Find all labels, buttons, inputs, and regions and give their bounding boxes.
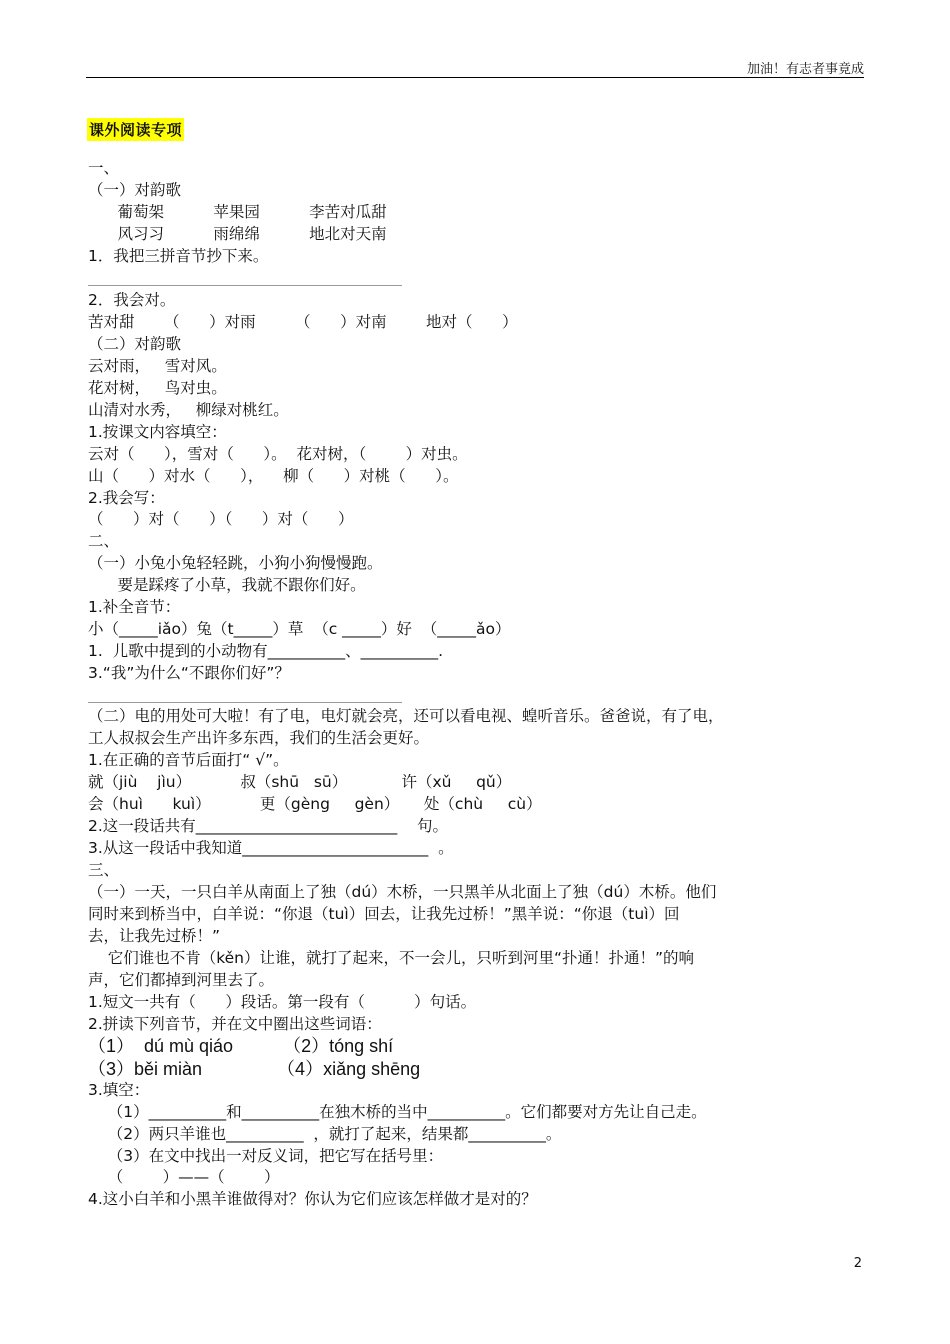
question: 3.从这一段话中我知道________________________ 。 <box>88 839 454 857</box>
text-line: 苦对甜 （ ）对雨 （ ）对南 地对（ ） <box>88 313 518 331</box>
text-line: 去，让我先过桥！” <box>88 927 221 945</box>
question: 1.按课文内容填空： <box>88 423 227 441</box>
header-motto: 加油！有志者事竟成 <box>746 62 864 77</box>
text-line: （3）在文中找出一对反义词，把它写在括号里： <box>88 1147 444 1165</box>
text-line: 会（huì kuì） 更（gèng gèn） 处（chù cù） <box>88 795 542 813</box>
text-line: 云对（ ），雪对（ ）。 花对树，（ ）对虫。 <box>88 445 468 463</box>
question: 2.这一段话共有__________________________ 句。 <box>88 817 448 835</box>
question: 4.这小白羊和小黑羊谁做得对？你认为它们应该怎样做才是对的？ <box>88 1190 537 1208</box>
section-heading: 二、 <box>88 532 120 550</box>
text-line: 它们谁也不肯（kěn）让谁，就打了起来，不一会儿，只听到河里“扑通！扑通！”的响 <box>88 949 695 967</box>
text-line: （3）běi miàn （4）xiǎng shēng <box>88 1059 421 1079</box>
question: 3.填空： <box>88 1081 150 1099</box>
text-line: （1）__________和__________在独木桥的当中__________。它们都要对方先让自己走。 <box>88 1103 707 1121</box>
text-line: 小（_____iǎo）兔（t_____）草 （c _____）好 （_____ǎo） <box>88 620 511 638</box>
text-line: （一）小兔小兔轻轻跳，小狗小狗慢慢跑。 <box>88 554 383 572</box>
text-line: 就（jiù jìu） 叔（shū sū） 许（xǔ qǔ） <box>88 773 512 791</box>
text-line: 声，它们都掉到河里去了。 <box>88 971 275 989</box>
text-line: （ ）——（ ） <box>88 1168 280 1186</box>
question: 1.短文一共有（ ）段话。第一段有（ ）句话。 <box>88 993 477 1011</box>
question: 1.补全音节： <box>88 598 181 616</box>
text-line: （二）电的用处可大啦！有了电，电灯就会亮，还可以看电视、蝗听音乐。爸爸说，有了电， <box>88 707 724 725</box>
header-divider <box>86 77 864 78</box>
text-line: 要是踩疼了小草，我就不跟你们好。 <box>88 576 366 594</box>
text-line: 花对树， 鸟对虫。 <box>88 379 227 397</box>
text-line: 山（ ）对水（ ）， 柳（ ）对桃（ ）。 <box>88 467 459 485</box>
text-line: 风习习 雨绵绵 地北对天南 <box>88 225 387 243</box>
question: 1．我把三拼音节抄下来。 <box>88 247 269 265</box>
text-line: 云对雨， 雪对风。 <box>88 357 227 375</box>
text-line: （一）一天，一只白羊从南面上了独（dú）木桥，一只黑羊从北面上了独（dú）木桥。他们 <box>88 883 717 901</box>
answer-line <box>88 702 402 703</box>
section-heading: 三、 <box>88 861 120 879</box>
text-line: 山清对水秀， 柳绿对桃红。 <box>88 401 289 419</box>
text-line: （2）两只羊谁也__________ ，就打了起来，结果都__________。 <box>88 1125 562 1143</box>
question: 1. 儿歌中提到的小动物有__________、__________. <box>88 642 444 660</box>
text-line: （二）对韵歌 <box>88 335 182 353</box>
text-line: （一）对韵歌 <box>88 181 182 199</box>
text-line: （ ）对（ ）（ ）对（ ） <box>88 510 354 528</box>
question: 1.在正确的音节后面打“ √”。 <box>88 751 289 769</box>
answer-line <box>88 285 402 286</box>
question: 3.“我”为什么“不跟你们好”？ <box>88 664 290 682</box>
text-line: 同时来到桥当中，白羊说：“你退（tuì）回去，让我先过桥！”黑羊说：“你退（tuì）回 <box>88 905 680 923</box>
page-number: 2 <box>853 1256 862 1271</box>
section-heading: 一、 <box>88 159 120 177</box>
question: 2.拼读下列音节，并在文中圈出这些词语： <box>88 1015 382 1033</box>
text-line: 工人叔叔会生产出许多东西，我们的生活会更好。 <box>88 729 430 747</box>
question: 2．我会对。 <box>88 291 176 309</box>
text-line: （1） dú mù qiáo （2）tóng shí <box>88 1036 394 1056</box>
question: 2.我会写： <box>88 489 165 507</box>
page-title: 课外阅读专项 <box>87 118 184 141</box>
text-line: 葡萄架 苹果园 李苦对瓜甜 <box>88 203 387 221</box>
